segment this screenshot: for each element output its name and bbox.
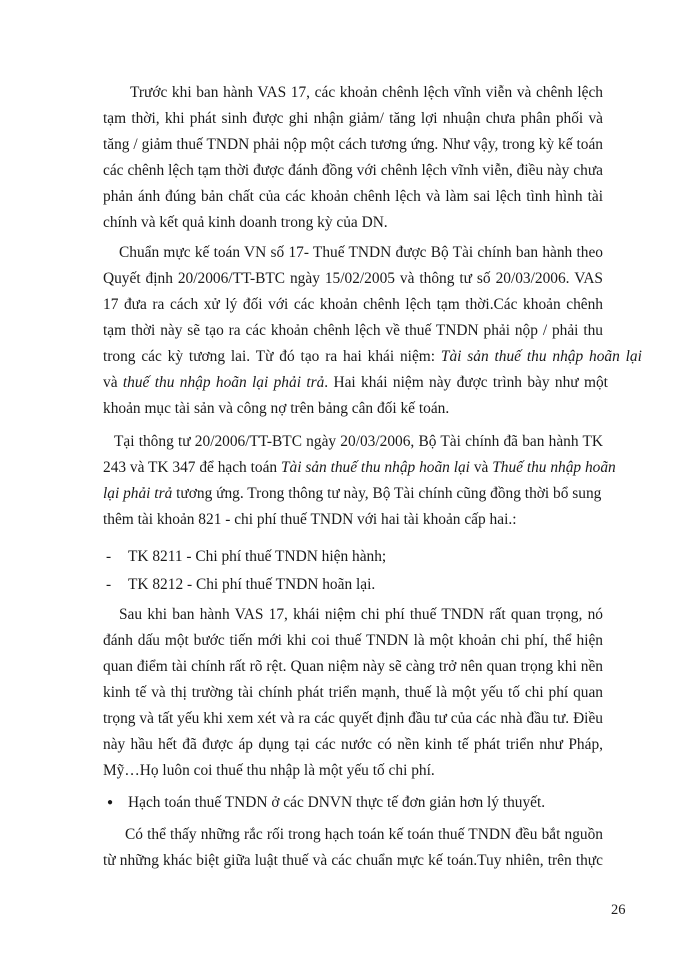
- list-dash-1: -: [106, 548, 112, 565]
- term-deferred-tax-liability: thuế thu nhập hoãn lại phải trả: [122, 374, 325, 391]
- p2-line-3: 17 đưa ra cách xử lý đối với các khoản chênh lệch tạm thời.Các khoản chênh: [103, 296, 603, 313]
- p2-line-5: trong các kỳ tương lai. Từ đó tạo ra hai khái niệm: Tài sản thuế thu nhập hoãn lại: [103, 348, 642, 365]
- p2-line-2: Quyết định 20/2006/TT-BTC ngày 15/02/2005 và thông tư số 20/03/2006. VAS: [103, 270, 603, 287]
- bullet-icon: ●: [107, 797, 114, 808]
- p1-line-2: tạm thời, khi phát sinh được ghi nhận giảm/ tăng lợi nhuận chưa phân phối và: [103, 110, 603, 127]
- p4-line-5: trọng và tất yếu khi xem xét và ra các quyết định đầu tư của các nhà đầu tư. Điều: [103, 710, 603, 727]
- p5-line-2: từ những khác biệt giữa luật thuế và các chuẩn mực kế toán.Tuy nhiên, trên thực: [103, 852, 603, 869]
- p1-line-4: các chênh lệch tạm thời được đánh đồng với chênh lệch vĩnh viễn, điều này chưa: [103, 162, 603, 179]
- p5-line-1: Có thể thấy những rắc rối trong hạch toán kế toán thuế TNDN đều bắt nguồn: [125, 826, 603, 843]
- p4-line-4: kinh tế và thị trường tài chính phát triển mạnh, thuế là một yếu tố chi phí quan: [103, 684, 603, 701]
- p2-line-6: và thuế thu nhập hoãn lại phải trả. Hai khái niệm này được trình bày như một: [103, 374, 608, 391]
- p1-line-3: tăng / giảm thuế TNDN phải nộp một cách tương ứng. Như vậy, trong kỳ kế toán: [103, 136, 603, 153]
- page-number: 26: [611, 902, 626, 918]
- list-item-2: TK 8212 - Chi phí thuế TNDN hoãn lại.: [128, 576, 376, 593]
- p3-line-3: lại phải trả tương ứng. Trong thông tư này, Bộ Tài chính cũng đồng thời bổ sung: [103, 485, 602, 502]
- p4-line-3: quan điểm tài chính rất rõ rệt. Quan niệm này sẽ càng trở nên quan trọng khi nền: [103, 658, 603, 675]
- term-deferred-tax-asset: Tài sản thuế thu nhập hoãn lại: [440, 348, 642, 365]
- p3-line-4: thêm tài khoản 821 - chi phí thuế TNDN với hai tài khoản cấp hai.:: [103, 511, 517, 528]
- list-dash-2: -: [106, 576, 112, 593]
- p2-line-1: Chuẩn mực kế toán VN số 17- Thuế TNDN được Bộ Tài chính ban hành theo: [119, 244, 603, 261]
- p4-line-6: này hầu hết đã được áp dụng tại các nước có nền kinh tế phát triển như Pháp,: [103, 736, 603, 753]
- list-item-1: TK 8211 - Chi phí thuế TNDN hiện hành;: [128, 548, 387, 565]
- p1-line-5: phản ánh đúng bản chất của các khoản chênh lệch và làm sai lệch tình hình tài: [103, 188, 603, 205]
- p4-line-1: Sau khi ban hành VAS 17, khái niệm chi phí thuế TNDN rất quan trọng, nó: [119, 606, 603, 623]
- p4-line-7: Mỹ…Họ luôn coi thuế thu nhập là một yếu tố chi phí.: [103, 762, 435, 779]
- p1-line-1: Trước khi ban hành VAS 17, các khoản chênh lệch vĩnh viễn và chênh lệch: [130, 84, 603, 101]
- p2-line-7: khoản mục tài sản và công nợ trên bảng cân đối kế toán.: [103, 400, 450, 417]
- bullet-item: Hạch toán thuế TNDN ở các DNVN thực tế đơn giản hơn lý thuyết.: [128, 794, 546, 811]
- p3-line-2: 243 và TK 347 để hạch toán Tài sản thuế thu nhập hoãn lại và Thuế thu nhập hoãn: [103, 459, 616, 476]
- p1-line-6: chính và kết quả kinh doanh trong kỳ của DN.: [103, 214, 388, 231]
- p2-line-4: tạm thời này sẽ tạo ra các khoản chênh lệch về thuế TNDN phải nộp / phải thu: [103, 322, 603, 339]
- p4-line-2: đánh dấu một bước tiến mới khi coi thuế TNDN là một khoản chi phí, thể hiện: [103, 632, 603, 649]
- p3-line-1: Tại thông tư 20/2006/TT-BTC ngày 20/03/2006, Bộ Tài chính đã ban hành TK: [114, 433, 603, 450]
